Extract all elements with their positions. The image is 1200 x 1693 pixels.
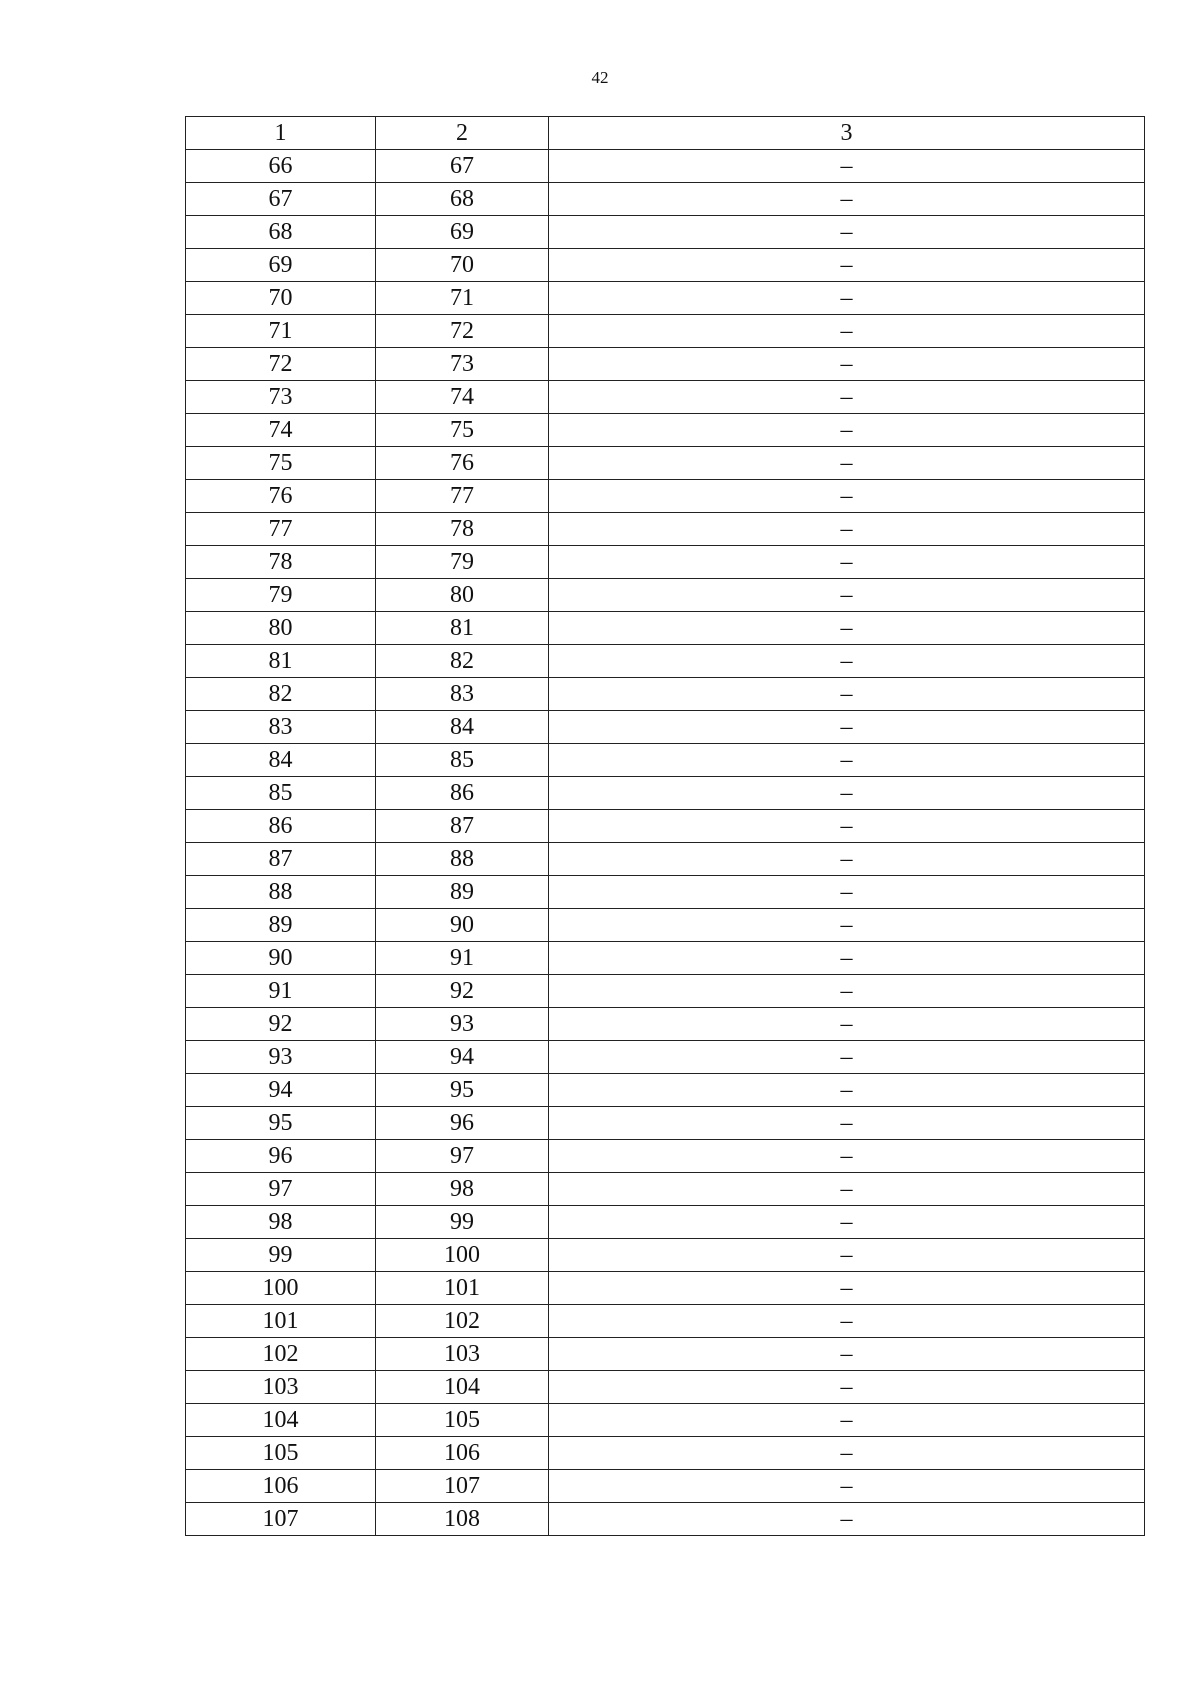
table-row: [186, 711, 1145, 744]
table-cell-col-2: 67: [376, 150, 549, 183]
table-cell-col-1: 97: [186, 1173, 376, 1206]
table-row: [186, 579, 1145, 612]
table-row: [186, 810, 1145, 843]
table-cell-col-3: –: [549, 744, 1145, 777]
header-cell-col-1: 1: [186, 117, 376, 150]
table-cell-col-1: 107: [186, 1503, 376, 1536]
table-cell-col-1: 84: [186, 744, 376, 777]
table-cell-col-3: –: [549, 1503, 1145, 1536]
data-table: [185, 116, 1145, 1536]
table-cell-col-2: 93: [376, 1008, 549, 1041]
table-cell-col-3: –: [549, 645, 1145, 678]
table-row: [186, 183, 1145, 216]
table-cell-col-1: 76: [186, 480, 376, 513]
table-cell-col-3: –: [549, 1272, 1145, 1305]
table-cell-col-1: 69: [186, 249, 376, 282]
table-cell-col-1: 89: [186, 909, 376, 942]
table-cell-col-2: 73: [376, 348, 549, 381]
table-cell-col-3: –: [549, 282, 1145, 315]
table-cell-col-2: 77: [376, 480, 549, 513]
table-cell-col-3: –: [549, 1074, 1145, 1107]
table-row: [186, 1371, 1145, 1404]
table-cell-col-2: 95: [376, 1074, 549, 1107]
table-cell-col-1: 104: [186, 1404, 376, 1437]
table-cell-col-1: 67: [186, 183, 376, 216]
table-row: [186, 1470, 1145, 1503]
table-cell-col-2: 99: [376, 1206, 549, 1239]
table-row: [186, 942, 1145, 975]
page-number: 42: [591, 68, 609, 87]
table-cell-col-3: –: [549, 183, 1145, 216]
table-row: [186, 513, 1145, 546]
table-cell-col-3: –: [549, 1173, 1145, 1206]
table-cell-col-1: 71: [186, 315, 376, 348]
table-row: [186, 777, 1145, 810]
table-cell-col-2: 88: [376, 843, 549, 876]
table-cell-col-3: –: [549, 1437, 1145, 1470]
table-cell-col-2: 84: [376, 711, 549, 744]
table-cell-col-1: 72: [186, 348, 376, 381]
table-row: [186, 1437, 1145, 1470]
table-row: [186, 1008, 1145, 1041]
table-row: [186, 348, 1145, 381]
table-row: [186, 1140, 1145, 1173]
table-cell-col-3: –: [549, 1371, 1145, 1404]
table-cell-col-3: –: [549, 1008, 1145, 1041]
table-cell-col-1: 73: [186, 381, 376, 414]
table-cell-col-3: –: [549, 414, 1145, 447]
table-cell-col-1: 93: [186, 1041, 376, 1074]
table-cell-col-1: 82: [186, 678, 376, 711]
table-cell-col-1: 83: [186, 711, 376, 744]
table-cell-col-2: 82: [376, 645, 549, 678]
table-row: [186, 1404, 1145, 1437]
table-cell-col-2: 107: [376, 1470, 549, 1503]
table-cell-col-2: 87: [376, 810, 549, 843]
table-cell-col-1: 74: [186, 414, 376, 447]
table-cell-col-1: 75: [186, 447, 376, 480]
table-cell-col-3: –: [549, 1140, 1145, 1173]
table-cell-col-2: 72: [376, 315, 549, 348]
table-row: [186, 744, 1145, 777]
table-cell-col-3: –: [549, 1107, 1145, 1140]
table-cell-col-2: 96: [376, 1107, 549, 1140]
table-cell-col-3: –: [549, 612, 1145, 645]
table-cell-col-3: –: [549, 1404, 1145, 1437]
table-cell-col-3: –: [549, 1239, 1145, 1272]
table-row: [186, 546, 1145, 579]
table-row: [186, 249, 1145, 282]
table-cell-col-1: 90: [186, 942, 376, 975]
table-row: [186, 282, 1145, 315]
table-cell-col-2: 81: [376, 612, 549, 645]
table-cell-col-2: 89: [376, 876, 549, 909]
table-cell-col-1: 87: [186, 843, 376, 876]
table-cell-col-2: 108: [376, 1503, 549, 1536]
table-cell-col-2: 92: [376, 975, 549, 1008]
table-cell-col-3: –: [549, 249, 1145, 282]
table-cell-col-2: 70: [376, 249, 549, 282]
table-cell-col-3: –: [549, 1470, 1145, 1503]
table-cell-col-3: –: [549, 381, 1145, 414]
table-cell-col-2: 86: [376, 777, 549, 810]
table-row: [186, 645, 1145, 678]
table-cell-col-2: 78: [376, 513, 549, 546]
table-cell-col-3: –: [549, 975, 1145, 1008]
table-cell-col-2: 71: [376, 282, 549, 315]
table-body: [186, 117, 1145, 1536]
table-cell-col-2: 97: [376, 1140, 549, 1173]
table-cell-col-2: 105: [376, 1404, 549, 1437]
table-header-row: [186, 117, 1145, 150]
table-cell-col-3: –: [549, 777, 1145, 810]
table-cell-col-1: 66: [186, 150, 376, 183]
table-cell-col-1: 91: [186, 975, 376, 1008]
table-cell-col-3: –: [549, 216, 1145, 249]
table-cell-col-1: 80: [186, 612, 376, 645]
table-cell-col-3: –: [549, 348, 1145, 381]
table-cell-col-2: 76: [376, 447, 549, 480]
table-cell-col-3: –: [549, 1206, 1145, 1239]
table-row: [186, 414, 1145, 447]
table-cell-col-1: 101: [186, 1305, 376, 1338]
table-row: [186, 1107, 1145, 1140]
table-cell-col-3: –: [549, 711, 1145, 744]
table-row: [186, 975, 1145, 1008]
table-row: [186, 909, 1145, 942]
table-cell-col-1: 68: [186, 216, 376, 249]
table-cell-col-2: 90: [376, 909, 549, 942]
table-cell-col-2: 91: [376, 942, 549, 975]
table-cell-col-3: –: [549, 909, 1145, 942]
table-cell-col-3: –: [549, 579, 1145, 612]
table-row: [186, 1239, 1145, 1272]
table-cell-col-3: –: [549, 1041, 1145, 1074]
table-row: [186, 1206, 1145, 1239]
table-cell-col-2: 68: [376, 183, 549, 216]
table-cell-col-1: 70: [186, 282, 376, 315]
table-cell-col-2: 101: [376, 1272, 549, 1305]
header-cell-col-3: 3: [549, 117, 1145, 150]
table-cell-col-2: 102: [376, 1305, 549, 1338]
table-cell-col-2: 106: [376, 1437, 549, 1470]
table-cell-col-2: 98: [376, 1173, 549, 1206]
table-row: [186, 1173, 1145, 1206]
table-cell-col-1: 79: [186, 579, 376, 612]
table-cell-col-3: –: [549, 843, 1145, 876]
table-row: [186, 1503, 1145, 1536]
table-cell-col-3: –: [549, 1305, 1145, 1338]
table-cell-col-3: –: [549, 678, 1145, 711]
table-cell-col-1: 99: [186, 1239, 376, 1272]
table-row: [186, 1041, 1145, 1074]
table-cell-col-1: 86: [186, 810, 376, 843]
table-row: [186, 1272, 1145, 1305]
table-cell-col-3: –: [549, 315, 1145, 348]
table-cell-col-2: 83: [376, 678, 549, 711]
table-cell-col-3: –: [549, 876, 1145, 909]
table-cell-col-1: 95: [186, 1107, 376, 1140]
table-cell-col-1: 105: [186, 1437, 376, 1470]
table-cell-col-2: 94: [376, 1041, 549, 1074]
table-cell-col-1: 81: [186, 645, 376, 678]
table-cell-col-3: –: [549, 942, 1145, 975]
table-cell-col-3: –: [549, 480, 1145, 513]
table-cell-col-1: 88: [186, 876, 376, 909]
table-row: [186, 216, 1145, 249]
table-row: [186, 612, 1145, 645]
table-cell-col-2: 74: [376, 381, 549, 414]
table-row: [186, 1074, 1145, 1107]
table-cell-col-2: 103: [376, 1338, 549, 1371]
table-cell-col-1: 98: [186, 1206, 376, 1239]
table-row: [186, 315, 1145, 348]
table-row: [186, 678, 1145, 711]
table-cell-col-2: 104: [376, 1371, 549, 1404]
table-cell-col-1: 103: [186, 1371, 376, 1404]
table-cell-col-2: 79: [376, 546, 549, 579]
table-cell-col-2: 80: [376, 579, 549, 612]
table-cell-col-1: 100: [186, 1272, 376, 1305]
table-row: [186, 381, 1145, 414]
table-cell-col-2: 100: [376, 1239, 549, 1272]
table-cell-col-1: 78: [186, 546, 376, 579]
table-cell-col-1: 77: [186, 513, 376, 546]
table-cell-col-3: –: [549, 1338, 1145, 1371]
table-row: [186, 1305, 1145, 1338]
table-cell-col-3: –: [549, 150, 1145, 183]
table-row: [186, 876, 1145, 909]
table-cell-col-3: –: [549, 447, 1145, 480]
table-cell-col-2: 69: [376, 216, 549, 249]
table-cell-col-2: 85: [376, 744, 549, 777]
table-row: [186, 150, 1145, 183]
table-row: [186, 480, 1145, 513]
table-cell-col-1: 96: [186, 1140, 376, 1173]
table-cell-col-1: 85: [186, 777, 376, 810]
table-row: [186, 1338, 1145, 1371]
table-cell-col-2: 75: [376, 414, 549, 447]
table-cell-col-3: –: [549, 513, 1145, 546]
table-cell-col-1: 106: [186, 1470, 376, 1503]
table-cell-col-3: –: [549, 546, 1145, 579]
table-row: [186, 843, 1145, 876]
header-cell-col-2: 2: [376, 117, 549, 150]
table-cell-col-1: 92: [186, 1008, 376, 1041]
table-cell-col-1: 102: [186, 1338, 376, 1371]
table-cell-col-3: –: [549, 810, 1145, 843]
table-row: [186, 447, 1145, 480]
table-cell-col-1: 94: [186, 1074, 376, 1107]
